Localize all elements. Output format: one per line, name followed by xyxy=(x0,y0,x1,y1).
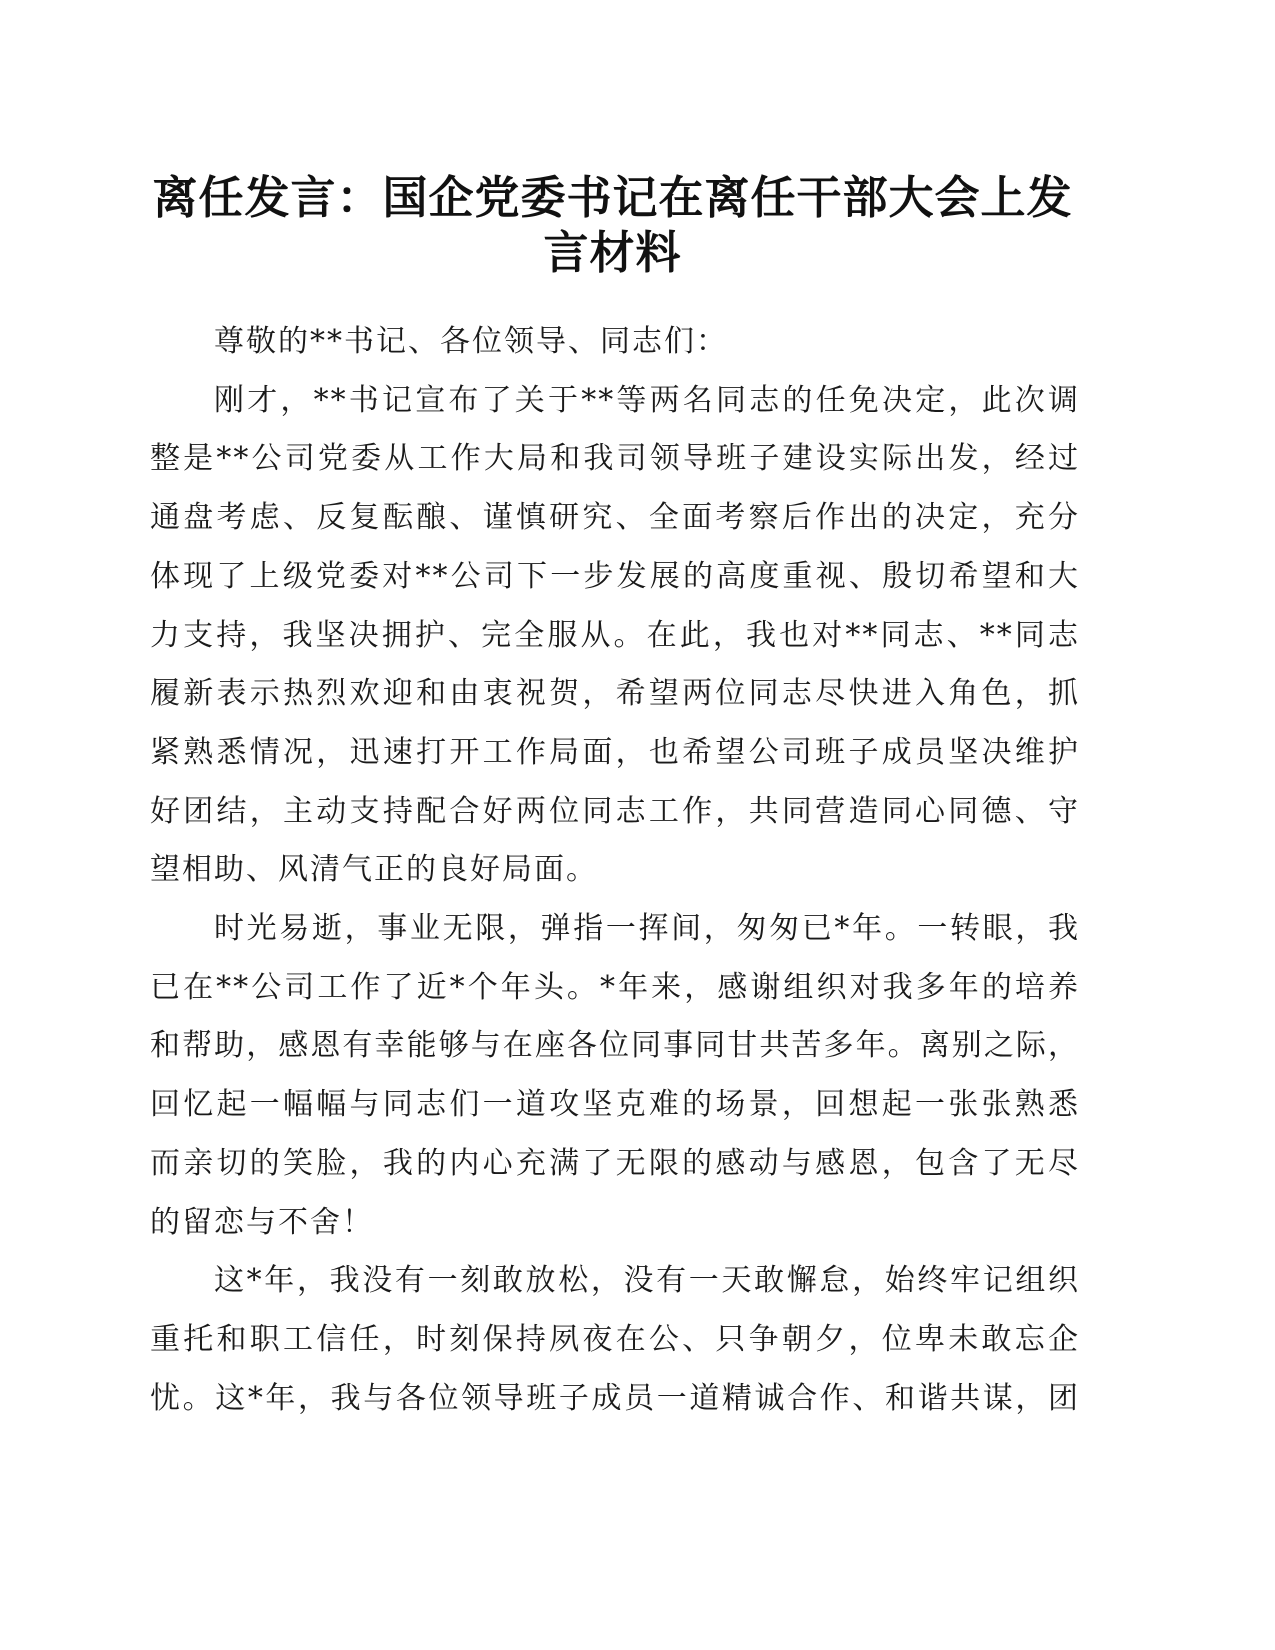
text-line: 而亲切的笑脸，我的内心充满了无限的感动与感恩，包含了无尽 xyxy=(150,1145,1080,1181)
text-line: 刚才，**书记宣布了关于**等两名同志的任免决定，此次调 xyxy=(214,382,1080,418)
text-line: 力支持，我坚决拥护、完全服从。在此，我也对**同志、**同志 xyxy=(150,617,1080,653)
text-line: 望相助、风清气正的良好局面。 xyxy=(150,852,598,888)
text-line: 时光易逝，事业无限，弹指一挥间，匆匆已*年。一转眼，我 xyxy=(214,911,1080,947)
body-paragraph xyxy=(150,1252,1080,1428)
salutation-paragraph xyxy=(150,313,1080,372)
text-line: 重托和职工信任，时刻保持夙夜在公、只争朝夕，位卑未敢忘企 xyxy=(150,1321,1080,1357)
body-paragraph xyxy=(150,900,1080,1252)
document-body xyxy=(150,313,1080,1428)
text-line: 通盘考虑、反复酝酿、谨慎研究、全面考察后作出的决定，充分 xyxy=(150,500,1080,536)
text-line: 忧。这*年，我与各位领导班子成员一道精诚合作、和谐共谋，团 xyxy=(150,1380,1080,1416)
text-line: 整是**公司党委从工作大局和我司领导班子建设实际出发，经过 xyxy=(150,441,1080,477)
text-line: 已在**公司工作了近*个年头。*年来，感谢组织对我多年的培养 xyxy=(150,969,1080,1005)
document-title xyxy=(150,170,1075,280)
title-line: 言材料 xyxy=(543,226,682,279)
body-paragraph xyxy=(150,372,1080,900)
text-line: 这*年，我没有一刻敢放松，没有一天敢懈怠，始终牢记组织 xyxy=(214,1263,1080,1299)
text-line: 回忆起一幅幅与同志们一道攻坚克难的场景，回想起一张张熟悉 xyxy=(150,1087,1080,1123)
title-line: 离任发言：国企党委书记在离任干部大会上发 xyxy=(152,171,1073,224)
text-line: 体现了上级党委对**公司下一步发展的高度重视、殷切希望和大 xyxy=(150,558,1080,594)
text-line: 紧熟悉情况，迅速打开工作局面，也希望公司班子成员坚决维护 xyxy=(150,734,1080,770)
text-line: 和帮助，感恩有幸能够与在座各位同事同甘共苦多年。离别之际， xyxy=(150,1028,1080,1064)
text-line: 履新表示热烈欢迎和由衷祝贺，希望两位同志尽快进入角色，抓 xyxy=(150,676,1080,712)
text-line: 好团结，主动支持配合好两位同志工作，共同营造同心同德、守 xyxy=(150,793,1080,829)
text-line: 的留恋与不舍！ xyxy=(150,1204,374,1240)
text-line: 尊敬的**书记、各位领导、同志们： xyxy=(214,324,728,359)
